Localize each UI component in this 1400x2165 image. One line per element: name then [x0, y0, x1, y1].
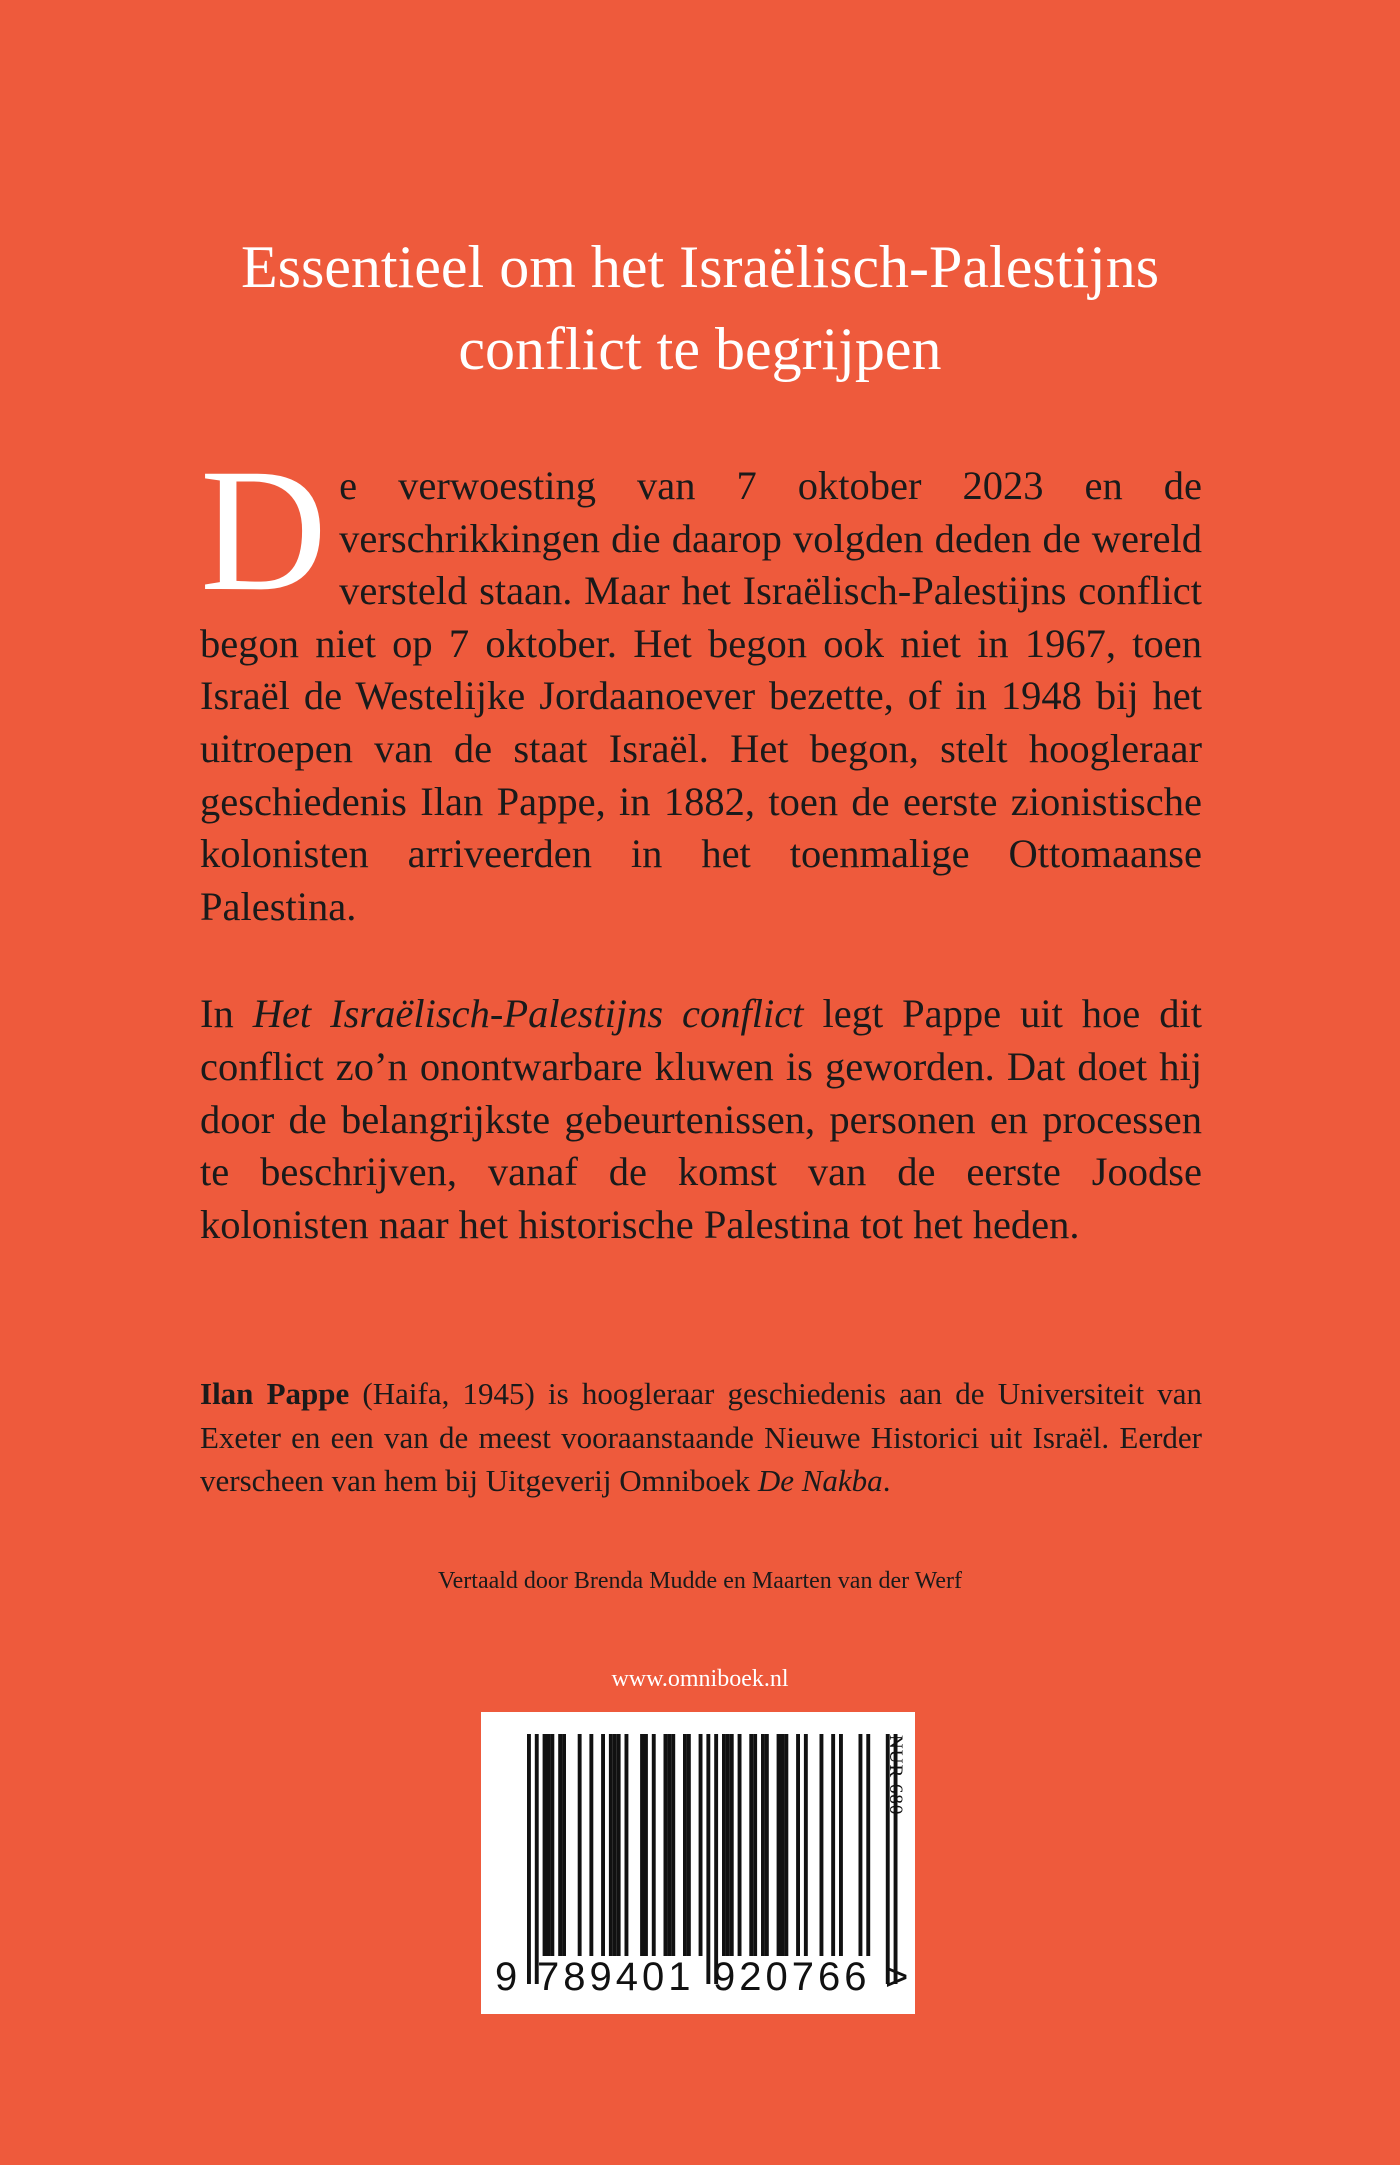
- barcode-bar: [839, 1734, 843, 1956]
- barcode-bar: [547, 1734, 551, 1956]
- website-link[interactable]: www.omniboek.nl: [611, 1666, 789, 1692]
- barcode-bar: [550, 1734, 554, 1956]
- drop-cap: D: [200, 433, 328, 628]
- barcode-bar: [765, 1734, 769, 1956]
- barcode-bar: [558, 1734, 562, 1956]
- barcode-bar: [589, 1734, 593, 1956]
- barcode-quiet-mark: >: [885, 1955, 909, 1999]
- barcode-digits: [481, 1952, 915, 2002]
- barcode-bar: [671, 1734, 675, 1956]
- barcode-group-1: 789401: [537, 1955, 695, 1999]
- barcode-bar: [535, 1734, 539, 1984]
- barcode-bar: [866, 1734, 870, 1956]
- author-bio-end: .: [882, 1463, 891, 1498]
- barcode-bar: [625, 1734, 629, 1956]
- blurb-paragraph-2: [200, 988, 1202, 1251]
- author-bio-text: (Haifa, 1945) is hoogleraar geschiedenis aan de Universiteit van Exeter en een van de meest vooraanstaande Nieuwe Historici uit Israël. Eerder verscheen van hem bij Uitgeverij Omniboek: [200, 1376, 1202, 1498]
- barcode-bar: [706, 1734, 710, 1984]
- barcode-bar: [831, 1734, 835, 1956]
- barcode-bar: [687, 1734, 691, 1956]
- blurb-p2-rest: legt Pappe uit hoe dit conflict zo’n onontwarbare kluwen is geworden. Dat doet hij door de belangrijkste gebeurtenissen, personen en processen te beschrijven, vanaf de komst van de eerste Joodse kolonisten naar het historische Palestina tot het heden.: [200, 991, 1202, 1247]
- barcode-bar: [859, 1734, 863, 1956]
- barcode-bar: [667, 1734, 671, 1956]
- barcode-bar: [714, 1734, 718, 1984]
- barcode-bar: [804, 1734, 808, 1956]
- tagline-line-2: conflict te begrijpen: [458, 316, 942, 382]
- blurb-paragraph-1: e verwoesting van 7 oktober 2023 en de verschrikkingen die daarop volgden deden de wereld versteld staan. Maar het Israëlisch-Palestijns conflict begon niet op 7 oktober. Het begon ook niet in 1967, toen Israël de Westelijke Jordaanoever bezette, of in 1948 bij het uitroepen van de staat Israël. Het begon, stelt hoogleraar geschiedenis Ilan Pappe, in 1882, toen de eerste zionistische kolonisten arriveerden in het toenmalige Ottomaanse Palestina.: [200, 463, 1202, 929]
- barcode-bar: [753, 1734, 757, 1956]
- barcode-bar: [784, 1734, 788, 1956]
- barcode-bar: [761, 1734, 765, 1956]
- barcode-bar: [738, 1734, 742, 1956]
- barcode-bar: [730, 1734, 734, 1956]
- barcode-bar: [699, 1734, 703, 1956]
- barcode-bar: [781, 1734, 785, 1956]
- translators-credit: Vertaald door Brenda Mudde en Maarten van der Werf: [437, 1568, 963, 1594]
- author-name: Ilan Pappe: [200, 1376, 350, 1411]
- barcode-group-2: 920766: [713, 1955, 871, 1999]
- barcode-bar: [640, 1734, 644, 1956]
- barcode-bar: [652, 1734, 656, 1956]
- barcode-bar: [609, 1734, 613, 1956]
- barcode-bar: [820, 1734, 824, 1956]
- blurb: [200, 433, 1202, 1251]
- barcode-bar: [601, 1734, 605, 1956]
- previous-book-title: De Nakba: [757, 1463, 883, 1498]
- barcode-lead-digit: 9: [495, 1955, 518, 1999]
- barcode-bar: [613, 1734, 617, 1956]
- barcode-bar: [683, 1734, 687, 1956]
- barcode-bar: [796, 1734, 800, 1956]
- barcode-bar: [527, 1734, 531, 1984]
- barcode-bar: [722, 1734, 726, 1956]
- tagline: [0, 226, 1400, 390]
- nur-code: NUR 680: [885, 1735, 906, 1816]
- barcode-bar: [562, 1734, 566, 1956]
- isbn-barcode: [481, 1712, 915, 2014]
- book-title: Het Israëlisch-Palestijns conflict: [252, 991, 804, 1037]
- barcode-bar: [617, 1734, 621, 1956]
- barcode-bar: [578, 1734, 582, 1956]
- author-bio: [200, 1372, 1202, 1503]
- barcode-bar: [664, 1734, 668, 1956]
- barcode-bar: [777, 1734, 781, 1956]
- barcode-bar: [726, 1734, 730, 1956]
- barcode-bar: [749, 1734, 753, 1956]
- blurb-p2-start: In: [200, 991, 253, 1037]
- barcode-bar: [644, 1734, 648, 1956]
- tagline-line-1: Essentieel om het Israëlisch-Palestijns: [240, 234, 1160, 300]
- barcode-bar: [543, 1734, 547, 1956]
